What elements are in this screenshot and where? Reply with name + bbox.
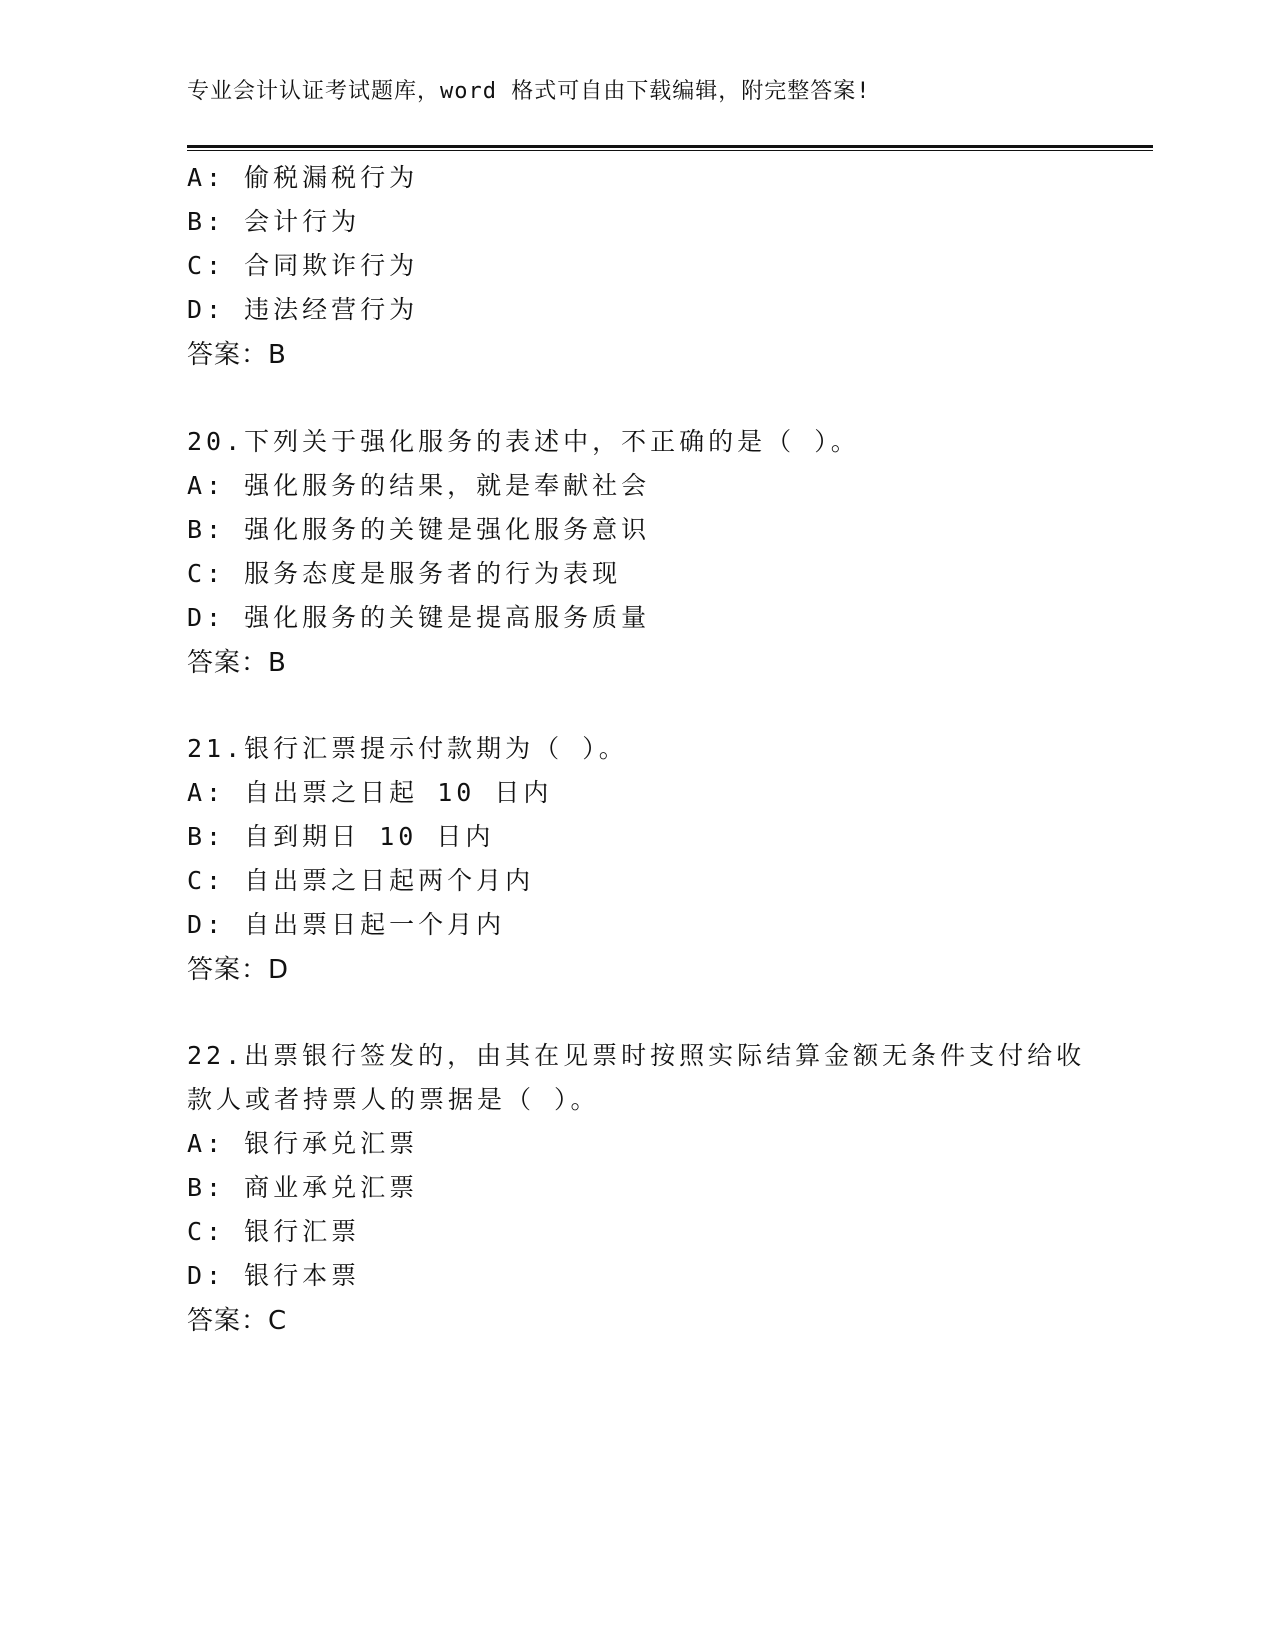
answer: 答案：C bbox=[187, 1306, 288, 1336]
option-a: A: 偷税漏税行为 bbox=[187, 163, 419, 192]
option-a: A: 银行承兑汇票 bbox=[187, 1129, 419, 1158]
option-d: D: 自出票日起一个月内 bbox=[187, 910, 506, 939]
option-c: C: 银行汇票 bbox=[187, 1217, 361, 1246]
option-c: C: 合同欺诈行为 bbox=[187, 251, 419, 280]
option-d: D: 违法经营行为 bbox=[187, 295, 419, 324]
option-d: D: 强化服务的关键是提高服务质量 bbox=[187, 603, 651, 632]
option-a: A: 强化服务的结果，就是奉献社会 bbox=[187, 471, 651, 500]
question-22-line-1: 22.出票银行签发的，由其在见票时按照实际结算金额无条件支付给收 bbox=[187, 1041, 1086, 1070]
answer: 答案：B bbox=[187, 648, 287, 678]
option-c: C: 自出票之日起两个月内 bbox=[187, 866, 535, 895]
page-header: 专业会计认证考试题库，word 格式可自由下载编辑，附完整答案! bbox=[187, 79, 871, 104]
question-22-line-2: 款人或者持票人的票据是（ ）。 bbox=[187, 1085, 600, 1114]
header-rule-thick bbox=[187, 145, 1153, 148]
option-b: B: 会计行为 bbox=[187, 207, 361, 236]
option-a: A: 自出票之日起 10 日内 bbox=[187, 778, 553, 807]
answer: 答案：B bbox=[187, 340, 287, 370]
answer: 答案：D bbox=[187, 955, 290, 985]
option-d: D: 银行本票 bbox=[187, 1261, 361, 1290]
option-b: B: 商业承兑汇票 bbox=[187, 1173, 419, 1202]
question-20: 20.下列关于强化服务的表述中，不正确的是（ ）。 bbox=[187, 427, 860, 456]
header-rule-thin bbox=[187, 150, 1153, 151]
option-c: C: 服务态度是服务者的行为表现 bbox=[187, 559, 622, 588]
question-21: 21.银行汇票提示付款期为（ ）。 bbox=[187, 734, 628, 763]
option-b: B: 强化服务的关键是强化服务意识 bbox=[187, 515, 651, 544]
option-b: B: 自到期日 10 日内 bbox=[187, 822, 495, 851]
